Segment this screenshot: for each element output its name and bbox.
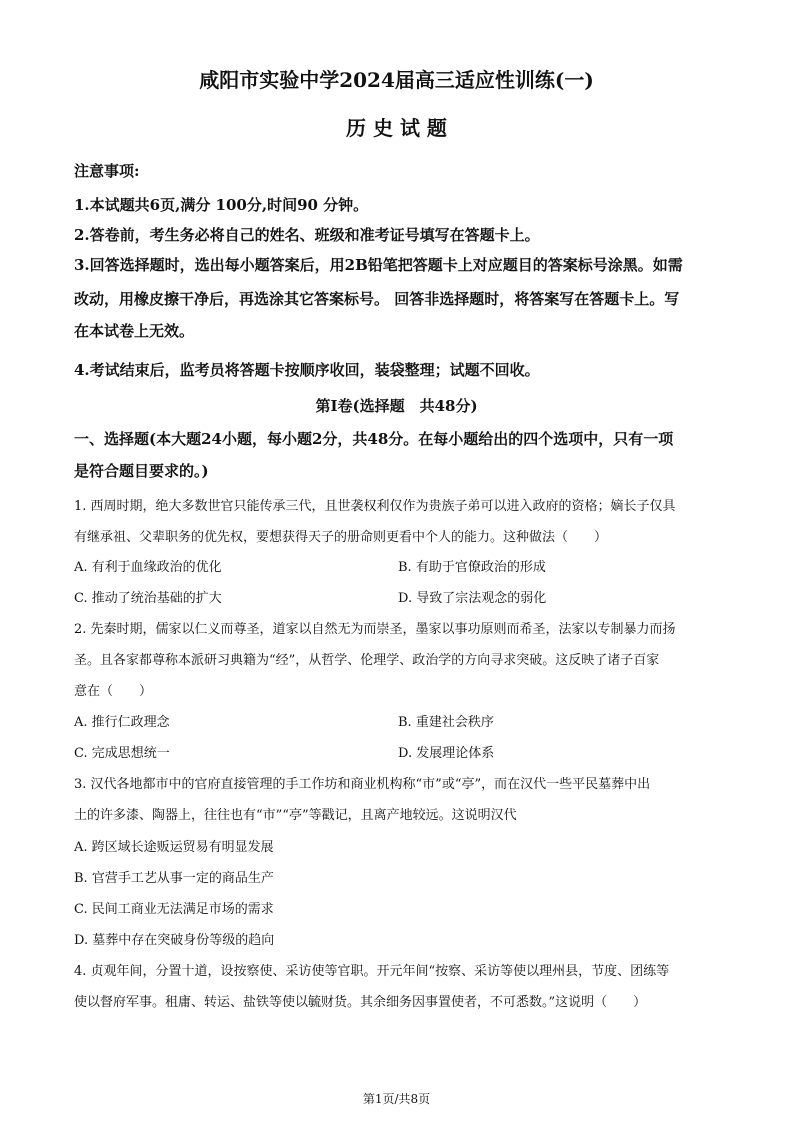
q3-stem-line-2: 土的许多漆、陶器上，往往也有“市”“亭”等戳记，且离产地较远。这说明汉代 bbox=[74, 808, 517, 823]
q1-option-c: C. 推动了统治基础的扩大 bbox=[74, 591, 222, 606]
exam-title: 咸阳市实验中学2024届高三适应性训练(一) bbox=[199, 68, 594, 92]
note-2: 2.答卷前，考生务必将自己的姓名、班级和准考证号填写在答题卡上。 bbox=[74, 226, 540, 244]
q3-stem-line-1: 3. 汉代各地都市中的官府直接管理的手工作坊和商业机构称“市”或“亭”，而在汉代一些平民墓葬中出 bbox=[74, 777, 651, 792]
note-1: 1.本试题共6页,满分 100分,时间90 分钟。 bbox=[74, 196, 369, 214]
q2-stem-line-2: 圣。且各家都尊称本派研习典籍为“经”，从哲学、伦理学、政治学的方向寻求突破。这反映了诸子百家 bbox=[74, 653, 660, 668]
note-3-line-2: 改动，用橡皮擦干净后，再选涂其它答案标号。 回答非选择题时，将答案写在答题卡上。写 bbox=[74, 290, 680, 308]
q3-option-a: A. 跨区域长途贩运贸易有明显发展 bbox=[74, 840, 274, 855]
subject-title: 历 史 试 题 bbox=[346, 116, 447, 140]
q4-stem-line-2: 使以督府军事。租庸、转运、盐铁等使以毓财货。其余细务因事置使者，不可悉数。”这说明（ ） bbox=[74, 995, 647, 1010]
note-3-line-1: 3.回答选择题时，选出每小题答案后，用2B铅笔把答题卡上对应题目的答案标号涂黑。如需 bbox=[74, 256, 683, 274]
section-instruction-line-1: 一、选择题(本大题24小题，每小题2分，共48分。在每小题给出的四个选项中，只有一项 bbox=[74, 430, 674, 448]
q3-option-d: D. 墓葬中存在突破身份等级的趋向 bbox=[74, 933, 275, 948]
page-footer: 第1页/共8页 bbox=[362, 1092, 431, 1106]
note-4: 4.考试结束后，监考员将答题卡按顺序收回，装袋整理；试题不回收。 bbox=[74, 361, 540, 379]
q3-option-b: B. 官营手工艺从事一定的商品生产 bbox=[74, 871, 274, 886]
q1-stem-line-2: 有继承祖、父辈职务的优先权，要想获得天子的册命则更看中个人的能力。这种做法（ ） bbox=[74, 530, 608, 545]
q2-option-d: D. 发展理论体系 bbox=[398, 746, 495, 761]
note-3-line-3: 在本试卷上无效。 bbox=[74, 322, 195, 340]
volume-heading: 第Ⅰ卷(选择题 共48分) bbox=[315, 397, 478, 415]
q4-stem-line-1: 4. 贞观年间，分置十道，设按察使、采访使等官职。开元年间“按察、采访等使以理州县，节度、团练等 bbox=[74, 964, 670, 979]
q1-option-d: D. 导致了宗法观念的弱化 bbox=[398, 591, 547, 606]
q2-option-b: B. 重建社会秩序 bbox=[398, 715, 494, 730]
q3-option-c: C. 民间工商业无法满足市场的需求 bbox=[74, 902, 274, 917]
q1-stem-line-1: 1. 西周时期，绝大多数世官只能传承三代，且世袭权利仅作为贵族子弟可以进入政府的资格；嫡长子仅具 bbox=[74, 499, 676, 514]
q2-option-c: C. 完成思想统一 bbox=[74, 746, 170, 761]
q2-option-a: A. 推行仁政理念 bbox=[74, 715, 170, 730]
notes-heading: 注意事项: bbox=[74, 162, 140, 180]
q2-stem-line-3: 意在（ ） bbox=[74, 684, 153, 699]
q1-option-a: A. 有利于血缘政治的优化 bbox=[74, 560, 222, 575]
q1-option-b: B. 有助于官僚政治的形成 bbox=[398, 560, 546, 575]
q2-stem-line-1: 2. 先秦时期，儒家以仁义而尊圣，道家以自然无为而崇圣，墨家以事功原则而希圣，法家以专制暴力而扬 bbox=[74, 622, 676, 637]
section-instruction-line-2: 是符合题目要求的。) bbox=[74, 462, 209, 480]
